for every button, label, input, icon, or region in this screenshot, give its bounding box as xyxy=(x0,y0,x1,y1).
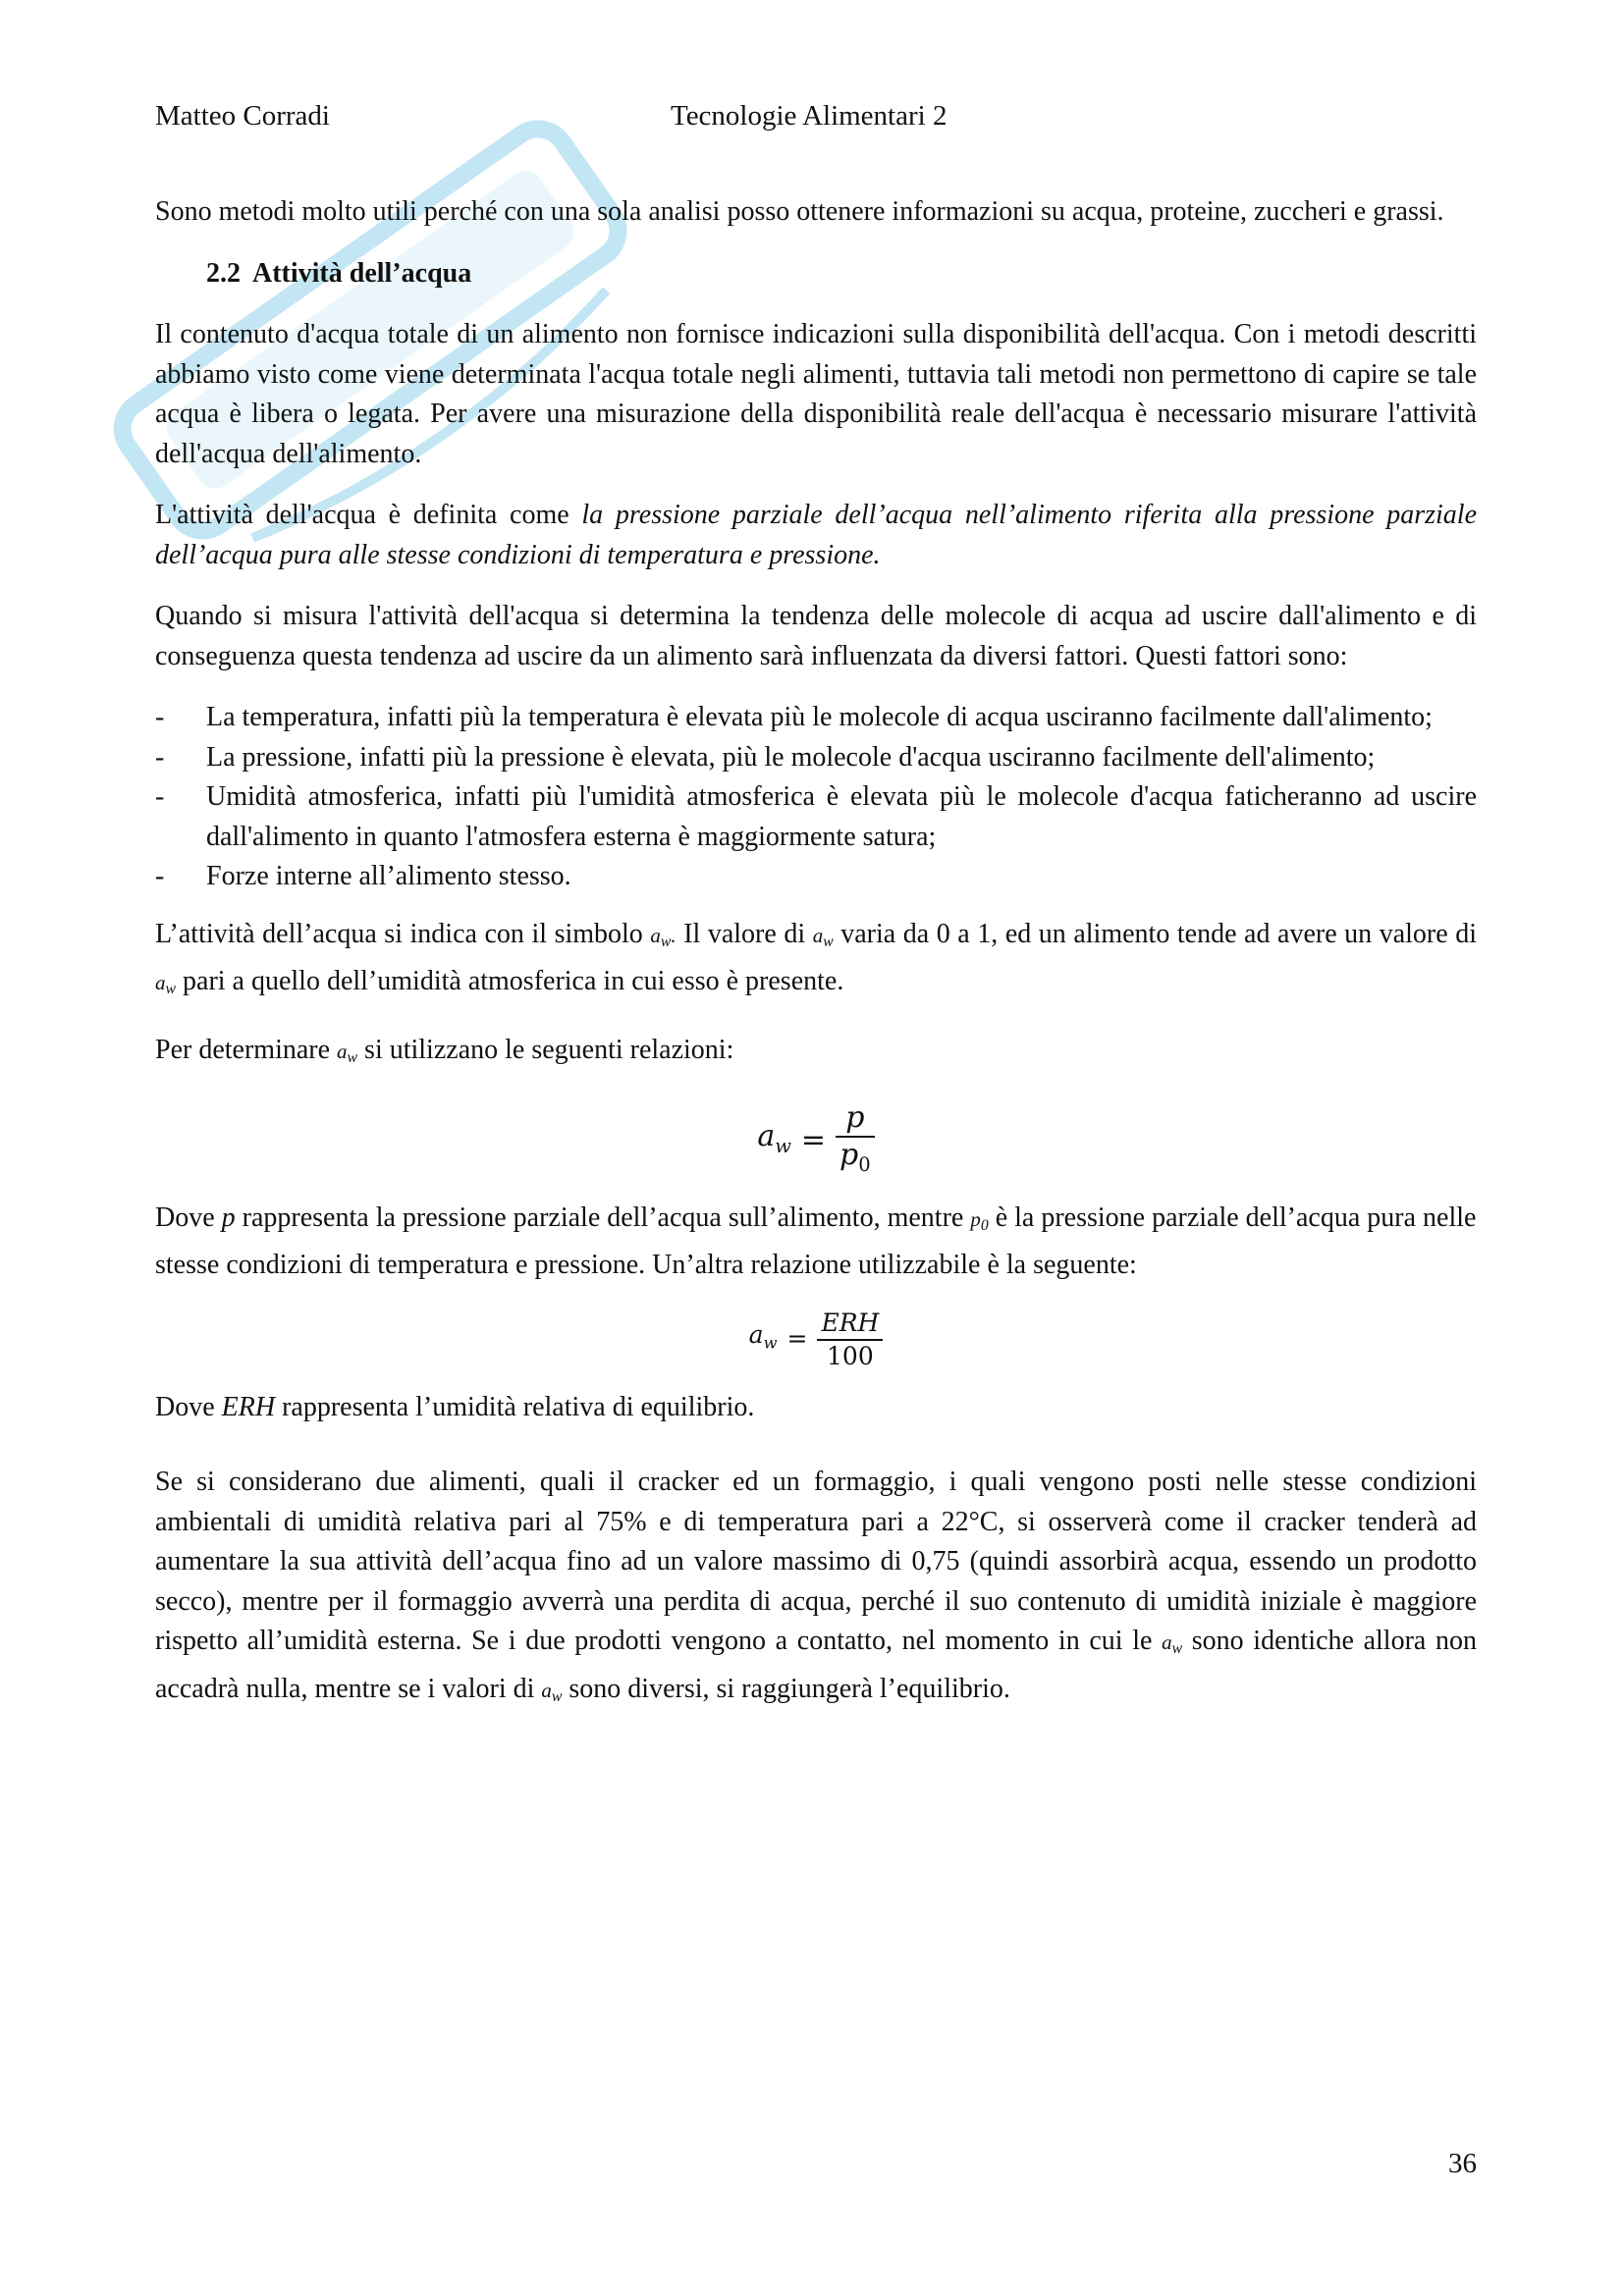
formula-pressure-ratio: $a_w$ = $\frac{p}{p_0}$ xyxy=(155,1100,1477,1183)
header-author: Matteo Corradi xyxy=(155,100,330,132)
page-number: 36 xyxy=(1448,2148,1477,2179)
aw-symbol: $a_w$ xyxy=(155,970,177,997)
aw-symbol: $a_w$ xyxy=(541,1678,563,1705)
section-number: 2.2 xyxy=(206,257,241,289)
list-item: - Umidità atmosferica, infatti più l'umidità atmosferica è elevata più le molecole d'acqua faticheranno ad uscire dall'alimento in quanto l'atmosfera esterna è maggiormente satura; xyxy=(155,781,1477,852)
document-body xyxy=(155,192,1477,1738)
paragraph-symbol: L’attività dell’acqua si indica con il simbolo $a_w$. Il valore di $a_w$ varia da 0 a 1, ed un alimento tende ad avere un valore di $a_w$ pari a quello dell’umidità atmosferica in cui esso è presente. xyxy=(155,918,1478,997)
definition-text: la pressione parziale dell’acqua nell’alimento riferita alla pressione parziale dell’acqua pura alle stesse condizioni di temperatura e pressione. xyxy=(155,500,1478,570)
paragraph-pressure-explanation: Dove p rappresenta la pressione parziale dell’acqua sull’alimento, mentre $p_0$ è la pressione parziale dell’acqua pura nelle stesse condizioni di temperatura e pressione. Un’altra relazione utilizzabile è la seguente: xyxy=(155,1201,1477,1281)
aw-symbol: $a_w$ xyxy=(1162,1630,1183,1657)
formula-erh-ratio: $a_w$ = $\frac{\text{ERH}}{100}$ xyxy=(155,1308,1477,1372)
aw-symbol: $a_w$ xyxy=(812,923,834,950)
factors-list xyxy=(155,698,1477,897)
paragraph-relations-intro: Per determinare $a_w$ si utilizzano le seguenti relazioni: xyxy=(155,1035,734,1067)
page-header xyxy=(155,100,1477,139)
section-title: Attività dell’acqua xyxy=(252,257,472,289)
list-item: - La temperatura, infatti più la temperatura è elevata più le molecole di acqua usciranno facilmente dall'alimento; xyxy=(155,702,1433,732)
paragraph-erh-definition: Dove ERH rappresenta l’umidità relativa di equilibrio. xyxy=(155,1391,755,1422)
paragraph-cracker-example: Se si considerano due alimenti, quali il cracker ed un formaggio, i quali vengono posti nelle stesse condizioni ambientali di umidità relativa pari al 75% e di temperatura pari a 22°C, si osserverà come il cracker tenderà ad aumentare la sua attività dell’acqua fino ad un valore massimo di 0,75 (quindi assorbirà acqua, essendo un prodotto secco), mentre per il formaggio avverrà una perdita di acqua, perché il suo contenuto di umidità iniziale è maggiore rispetto all’umidità esterna. Se i due prodotti vengono a contatto, nel momento in cui le $a_w$ sono identiche allora non accadrà nulla, mentre se i valori di $a_w$ sono diversi, si raggiungerà l’equilibrio. xyxy=(155,1467,1477,1705)
paragraph-definition: L'attività dell'acqua è definita come la pressione parziale dell’acqua nell’alimento riferita alla pressione parziale dell’acqua pura alle stesse condizioni di temperatura e pressione. xyxy=(155,500,1478,570)
list-item: - Forze interne all’alimento stesso. xyxy=(155,861,571,891)
formula-lhs: $a_w$ xyxy=(748,1319,778,1353)
paragraph-factors-intro: Quando si misura l'attività dell'acqua si determina la tendenza delle molecole di acqua ad uscire dall'alimento e di conseguenza questa tendenza ad uscire da un alimento sarà influenzata da diversi fattori. Questi fattori sono: xyxy=(155,601,1477,671)
header-course: Tecnologie Alimentari 2 xyxy=(671,100,947,132)
formula-fraction: $\frac{p}{p_0}$ xyxy=(836,1100,875,1183)
formula-fraction: $\frac{\text{ERH}}{100}$ xyxy=(817,1308,883,1372)
list-item: - La pressione, infatti più la pressione è elevata, più le molecole d'acqua usciranno facilmente dell'alimento; xyxy=(155,741,1376,773)
aw-symbol: $a_w$ xyxy=(337,1040,358,1067)
paragraph-water-content: Il contenuto d'acqua totale di un alimento non fornisce indicazioni sulla disponibilità dell'acqua. Con i metodi descritti abbiamo visto come viene determinata l'acqua totale negli alimenti, tuttavia tali metodi non permettono di capire se tale acqua è libera o legata. Per avere una misurazione della disponibilità reale dell'acqua è necessario misurare l'attività dell'acqua dell'alimento. xyxy=(155,319,1477,469)
section-heading xyxy=(206,254,1477,294)
intro-paragraph: Sono metodi molto utili perché con una sola analisi posso ottenere informazioni su acqua, proteine, zuccheri e grassi. xyxy=(155,196,1444,227)
aw-symbol: $a_w$. xyxy=(650,923,677,950)
formula-lhs: $a_w$ xyxy=(757,1118,791,1157)
